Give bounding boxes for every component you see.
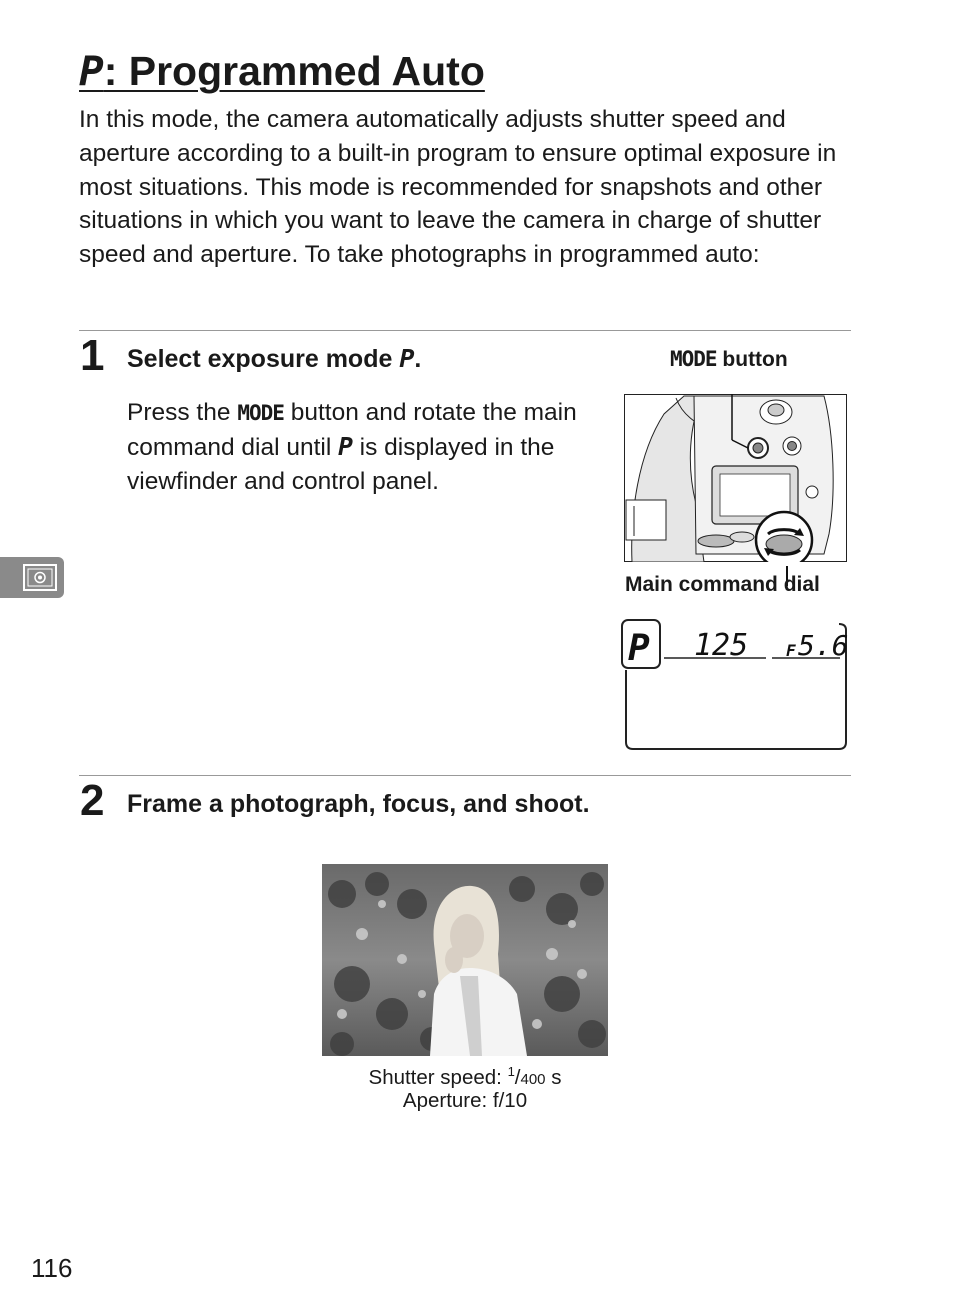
fraction-slash: /: [514, 1065, 521, 1089]
step1-body-part3: is displayed in the viewfinder and control panel.: [127, 434, 555, 495]
main-command-dial-label: Main command dial: [625, 573, 820, 596]
step1-body-part2: button and rotate the main command dial until: [127, 399, 577, 461]
step1-title-prefix: Select exposure mode: [127, 345, 400, 373]
sample-photo: [322, 864, 608, 1056]
lcd-mode-symbol: P: [628, 628, 650, 669]
title-mode-symbol: P: [79, 47, 104, 95]
step2-number: 2: [80, 776, 105, 825]
step1-number: 1: [80, 331, 105, 380]
chapter-tab: [0, 557, 64, 598]
control-panel-lcd: [620, 618, 850, 752]
step1-body-part1: Press the: [127, 399, 238, 426]
caption-shutter-prefix: Shutter speed:: [368, 1065, 508, 1089]
mode-label-text: button: [716, 348, 788, 371]
page-number: 116: [31, 1253, 73, 1283]
lcd-aperture-value: 5.6: [798, 629, 849, 662]
step1-divider: [79, 330, 851, 331]
step1-title-suffix: .: [414, 345, 422, 373]
lcd-shutter-value: 125: [694, 628, 749, 663]
mode-button-label: [670, 347, 788, 372]
step1-body-mode-symbol: P: [338, 432, 353, 461]
step2-divider: [79, 775, 851, 776]
step1-title-mode-symbol: P: [399, 344, 415, 373]
page-title: [79, 44, 485, 98]
caption-shutter-denominator: 400: [520, 1070, 546, 1088]
step2-title: Frame a photograph, focus, and shoot.: [127, 790, 590, 818]
caption-shutter-unit: s: [545, 1065, 562, 1089]
intro-paragraph: In this mode, the camera automatically adjusts shutter speed and aperture according to a built-in program to ensure optimal exposure in most situations. This mode is recommended for snapshots and other situations in which you want to leave the camera in charge of shutter speed and aperture. To take photographs in programmed auto:: [79, 106, 837, 269]
mode-label-glyph: MODE: [670, 347, 717, 371]
photo-caption-aperture: Aperture: f/10: [402, 1089, 528, 1112]
step1-title: [127, 343, 421, 375]
title-text: : Programmed Auto: [103, 48, 485, 94]
mode-button-glyph: MODE: [237, 401, 284, 425]
lcd-f-prefix: F: [786, 641, 796, 660]
caption-shutter-numerator: 1: [507, 1064, 515, 1079]
step1-instructions: [127, 396, 607, 499]
exposure-mode-icon: [0, 557, 64, 598]
camera-top-illustration: [624, 394, 847, 562]
